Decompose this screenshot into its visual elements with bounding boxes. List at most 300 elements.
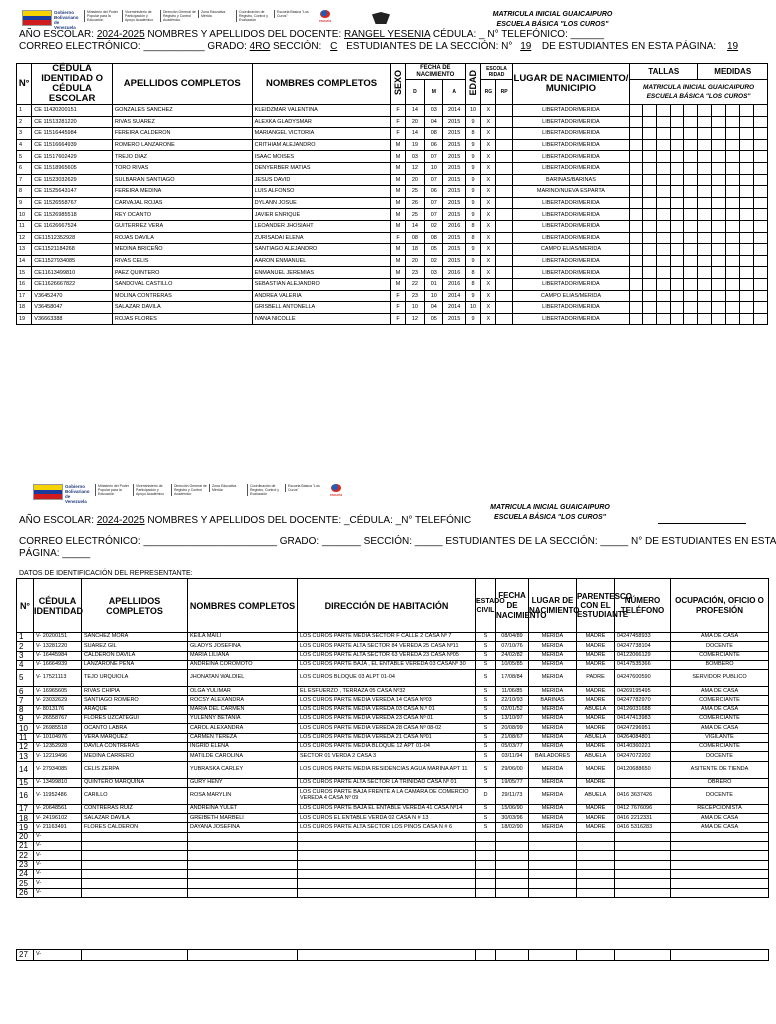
apellidos-cell[interactable]: ROJAS DAVILA <box>112 232 252 244</box>
edad-cell[interactable]: 10 <box>465 302 480 314</box>
ocupacion-cell[interactable] <box>671 851 769 860</box>
cedula-cell[interactable]: V- 8013176 <box>34 705 82 714</box>
direccion-cell[interactable]: LOS CUROS PARTE MEDIA VEREDA 23 CASA Nº 01 <box>298 715 476 724</box>
ocupacion-cell[interactable]: COMERCIANTE <box>671 715 769 724</box>
nombres-cell[interactable]: GLADYS JOSEFINA <box>188 642 298 651</box>
apellidos-cell[interactable]: ARAQUE <box>82 705 188 714</box>
talla-cell[interactable] <box>670 209 683 221</box>
edad-cell[interactable]: 9 <box>465 139 480 151</box>
row-number[interactable]: 1 <box>17 105 32 117</box>
ano-cell[interactable]: 2015 <box>443 313 465 325</box>
medida-cell[interactable] <box>740 139 753 151</box>
dia-cell[interactable]: 14 <box>405 128 424 140</box>
cedula-cell[interactable]: V- 11952486 <box>34 787 82 804</box>
talla-cell[interactable] <box>684 313 698 325</box>
fecha-cell[interactable]: 02/01/52 <box>496 705 529 714</box>
medida-cell[interactable] <box>740 302 753 314</box>
talla-cell[interactable] <box>684 128 698 140</box>
talla-cell[interactable] <box>670 302 683 314</box>
medida-cell[interactable] <box>740 128 753 140</box>
talla-cell[interactable] <box>656 174 670 186</box>
medida-cell[interactable] <box>698 313 711 325</box>
medida-cell[interactable] <box>740 197 753 209</box>
talla-cell[interactable] <box>670 313 683 325</box>
medida-cell[interactable] <box>740 105 753 117</box>
cedula-cell[interactable]: V36458047 <box>32 302 113 314</box>
talla-cell[interactable] <box>630 151 643 163</box>
talla-cell[interactable] <box>630 244 643 256</box>
dia-cell[interactable]: 20 <box>405 255 424 267</box>
cedula-cell[interactable]: V- 12352928 <box>34 742 82 751</box>
medida-cell[interactable] <box>753 267 767 279</box>
cedula-cell[interactable]: CE 11626667524 <box>32 220 113 232</box>
estado-civil-cell[interactable]: S <box>476 705 496 714</box>
medida-cell[interactable] <box>725 302 739 314</box>
direccion-cell[interactable]: EL ESFUERZO , TERRAZA 05 CASA Nº32 <box>298 687 476 696</box>
apellidos-cell[interactable]: REY OCANTO <box>112 209 252 221</box>
medida-cell[interactable] <box>698 105 711 117</box>
talla-cell[interactable] <box>656 197 670 209</box>
apellidos-cell[interactable]: QUINTERO MARQUINA <box>82 778 188 787</box>
nombres-cell[interactable]: ISAAC MOISES <box>252 151 391 163</box>
talla-cell[interactable] <box>670 174 683 186</box>
lugar-cell[interactable] <box>529 832 577 841</box>
nombres-cell[interactable] <box>188 869 298 878</box>
cedula-cell[interactable]: CE 11526558767 <box>32 197 113 209</box>
medida-cell[interactable] <box>698 128 711 140</box>
direccion-cell[interactable] <box>298 851 476 860</box>
nombres-cell[interactable]: SANTIAGO ALEJANDRO <box>252 244 391 256</box>
apellidos-cell[interactable]: FLORES CALDERON <box>82 823 188 832</box>
parentesco-cell[interactable] <box>577 832 615 841</box>
talla-cell[interactable] <box>656 209 670 221</box>
fecha-cell[interactable]: 30/03/96 <box>496 814 529 823</box>
row-number[interactable]: 2 <box>17 116 32 128</box>
talla-cell[interactable] <box>684 105 698 117</box>
medida-cell[interactable] <box>711 105 725 117</box>
lugar-cell[interactable]: MERIDA <box>529 733 577 742</box>
lugar-cell[interactable]: MERIDA <box>529 814 577 823</box>
talla-cell[interactable] <box>684 209 698 221</box>
medida-cell[interactable] <box>740 220 753 232</box>
edad-cell[interactable]: 8 <box>465 220 480 232</box>
sexo-cell[interactable]: F <box>391 290 405 302</box>
medida-cell[interactable] <box>725 197 739 209</box>
apellidos-cell[interactable]: MOLINA CONTRERAS <box>112 290 252 302</box>
ocupacion-cell[interactable] <box>671 888 769 897</box>
estado-civil-cell[interactable]: S <box>476 724 496 733</box>
apellidos-cell[interactable]: TEJO URQUIOLA <box>82 670 188 687</box>
ocupacion-cell[interactable]: AMA DE CASA <box>671 687 769 696</box>
apellidos-cell[interactable]: TORO RIVAS <box>112 162 252 174</box>
medida-cell[interactable] <box>698 244 711 256</box>
edad-cell[interactable]: 9 <box>465 313 480 325</box>
ano-cell[interactable]: 2015 <box>443 197 465 209</box>
cedula-cell[interactable]: CE11613499810 <box>32 267 113 279</box>
parentesco-cell[interactable]: MADRE <box>577 724 615 733</box>
rg-cell[interactable]: X <box>481 197 496 209</box>
dia-cell[interactable]: 18 <box>405 244 424 256</box>
telefono-cell[interactable]: 04269195495 <box>615 687 671 696</box>
empty-cell[interactable] <box>671 950 769 961</box>
direccion-cell[interactable] <box>298 869 476 878</box>
row-number[interactable]: 5 <box>17 151 32 163</box>
direccion-cell[interactable]: LOS CUROS PARTE MEDIA VEREDA 14 CASA Nº03 <box>298 696 476 705</box>
medida-cell[interactable] <box>725 186 739 198</box>
sexo-cell[interactable]: F <box>391 116 405 128</box>
cedula-cell[interactable]: V- 13281220 <box>34 642 82 651</box>
ano-cell[interactable]: 2015 <box>443 255 465 267</box>
nombres-cell[interactable]: MARIA DEL CARMEN <box>188 705 298 714</box>
nombres-cell[interactable]: ROCSY ALEXANDRA <box>188 696 298 705</box>
parentesco-cell[interactable]: MADRE <box>577 651 615 660</box>
medida-cell[interactable] <box>711 290 725 302</box>
ocupacion-cell[interactable]: BOMBERO <box>671 660 769 669</box>
fecha-cell[interactable] <box>496 851 529 860</box>
medida-cell[interactable] <box>740 278 753 290</box>
sexo-cell[interactable]: M <box>391 255 405 267</box>
nombres-cell[interactable]: DENYERBER MATIAS <box>252 162 391 174</box>
cedula-cell[interactable]: CE 11523032629 <box>32 174 113 186</box>
direccion-cell[interactable]: LOS CUROS EL ENTABLE VERDA 02 CASA N # 13 <box>298 814 476 823</box>
apellidos-cell[interactable]: PAEZ QUINTERO <box>112 267 252 279</box>
talla-cell[interactable] <box>630 197 643 209</box>
apellidos-cell[interactable]: RIVAS CELIS <box>112 255 252 267</box>
lugar-cell[interactable]: MARINO/NUEVA ESPARTA <box>512 186 629 198</box>
docente-value[interactable]: RANGEL YESENIA <box>343 29 431 40</box>
rg-cell[interactable]: X <box>481 128 496 140</box>
apellidos-cell[interactable]: CARVAJAL ROJAS <box>112 197 252 209</box>
parentesco-cell[interactable] <box>577 888 615 897</box>
apellidos-cell[interactable]: RIVAS SUAREZ <box>112 116 252 128</box>
estado-civil-cell[interactable]: S <box>476 814 496 823</box>
fecha-cell[interactable]: 22/10/93 <box>496 696 529 705</box>
medida-cell[interactable] <box>698 174 711 186</box>
apellidos-cell[interactable]: CALDERON DAVILA <box>82 651 188 660</box>
mes-cell[interactable]: 10 <box>425 162 443 174</box>
lugar-cell[interactable]: MERIDA <box>529 804 577 813</box>
talla-cell[interactable] <box>684 267 698 279</box>
talla-cell[interactable] <box>670 220 683 232</box>
fecha-cell[interactable] <box>496 869 529 878</box>
talla-cell[interactable] <box>643 139 656 151</box>
row-number[interactable]: 3 <box>17 128 32 140</box>
sexo-cell[interactable]: M <box>391 220 405 232</box>
direccion-cell[interactable]: LOS CUROS PARTE BAJA FRENTE A LA CAMARA DE COMERCIO VEREDA 4 CASA Nº 09 <box>298 787 476 804</box>
cedula-cell[interactable]: V- <box>34 860 82 869</box>
lugar-cell[interactable]: LIBERTADOR/MERIDA <box>512 278 629 290</box>
estado-civil-cell[interactable]: S <box>476 761 496 778</box>
ano-cell[interactable]: 2015 <box>443 128 465 140</box>
dia-cell[interactable]: 12 <box>405 162 424 174</box>
parentesco-cell[interactable]: ABUELA <box>577 787 615 804</box>
talla-cell[interactable] <box>656 139 670 151</box>
talla-cell[interactable] <box>684 186 698 198</box>
row-number[interactable]: 15 <box>17 267 32 279</box>
telefono-cell[interactable]: 04264084801 <box>615 733 671 742</box>
talla-cell[interactable] <box>643 290 656 302</box>
estado-civil-cell[interactable] <box>476 879 496 888</box>
empty-cell[interactable] <box>615 950 671 961</box>
row-number[interactable]: 6 <box>17 162 32 174</box>
estado-civil-cell[interactable]: S <box>476 733 496 742</box>
empty-cell[interactable] <box>298 950 476 961</box>
mes-cell[interactable]: 08 <box>425 128 443 140</box>
medida-cell[interactable] <box>698 116 711 128</box>
cedula-cell[interactable]: V- <box>34 869 82 878</box>
estado-civil-cell[interactable]: S <box>476 642 496 651</box>
talla-cell[interactable] <box>656 162 670 174</box>
ano-cell[interactable]: 2015 <box>443 232 465 244</box>
talla-cell[interactable] <box>630 278 643 290</box>
empty-cell[interactable] <box>577 950 615 961</box>
ocupacion-cell[interactable]: DOCENTE <box>671 787 769 804</box>
rp-cell[interactable] <box>496 116 512 128</box>
parentesco-cell[interactable]: MADRE <box>577 660 615 669</box>
medida-cell[interactable] <box>725 278 739 290</box>
nombres-cell[interactable] <box>188 879 298 888</box>
cedula-cell[interactable]: CE 11525643147 <box>32 186 113 198</box>
nombres-cell[interactable]: LUIS ALFONSO <box>252 186 391 198</box>
sexo-cell[interactable]: M <box>391 151 405 163</box>
fecha-cell[interactable]: 24/02/82 <box>496 651 529 660</box>
fecha-cell[interactable]: 18/02/90 <box>496 823 529 832</box>
medida-cell[interactable] <box>711 128 725 140</box>
empty-cell[interactable] <box>476 950 496 961</box>
medida-cell[interactable] <box>753 174 767 186</box>
lugar-cell[interactable]: BARINAS <box>529 696 577 705</box>
rp-cell[interactable] <box>496 105 512 117</box>
medida-cell[interactable] <box>711 244 725 256</box>
talla-cell[interactable] <box>630 255 643 267</box>
lugar-cell[interactable] <box>529 851 577 860</box>
telefono-cell[interactable] <box>615 860 671 869</box>
rp-cell[interactable] <box>496 139 512 151</box>
apellidos-cell[interactable]: LANZARONE PEÑA <box>82 660 188 669</box>
telefono-cell[interactable]: 04247782970 <box>615 696 671 705</box>
cedula-cell[interactable]: V- 17521113 <box>34 670 82 687</box>
medida-cell[interactable] <box>740 267 753 279</box>
cedula-cell[interactable]: CE 11513281220 <box>32 116 113 128</box>
rg-cell[interactable]: X <box>481 232 496 244</box>
cedula-cell[interactable]: CE11512352928 <box>32 232 113 244</box>
mes-cell[interactable]: 06 <box>425 139 443 151</box>
lugar-cell[interactable]: MERIDA <box>529 642 577 651</box>
medida-cell[interactable] <box>698 278 711 290</box>
talla-cell[interactable] <box>643 209 656 221</box>
lugar-cell[interactable]: LIBERTADOR/MERIDA <box>512 162 629 174</box>
lugar-cell[interactable]: BAILADORES <box>529 752 577 761</box>
dia-cell[interactable]: 23 <box>405 267 424 279</box>
mes-cell[interactable]: 05 <box>425 244 443 256</box>
parentesco-cell[interactable] <box>577 851 615 860</box>
lugar-cell[interactable]: CAMPO ELIAS/MERIDA <box>512 244 629 256</box>
fecha-cell[interactable]: 08/04/89 <box>496 633 529 642</box>
medida-cell[interactable] <box>725 220 739 232</box>
edad-cell[interactable]: 9 <box>465 162 480 174</box>
talla-cell[interactable] <box>656 290 670 302</box>
medida-cell[interactable] <box>753 128 767 140</box>
cedula-cell[interactable]: V- 20648561 <box>34 804 82 813</box>
lugar-cell[interactable]: MERIDA <box>529 715 577 724</box>
lugar-cell[interactable]: MERIDA <box>529 761 577 778</box>
mes-cell[interactable]: 01 <box>425 278 443 290</box>
lugar-cell[interactable]: LIBERTADOR/MERIDA <box>512 302 629 314</box>
parentesco-cell[interactable]: MADRE <box>577 687 615 696</box>
rp-cell[interactable] <box>496 162 512 174</box>
mes-cell[interactable]: 07 <box>425 174 443 186</box>
ano-cell[interactable]: 2015 <box>443 116 465 128</box>
sexo-cell[interactable]: M <box>391 267 405 279</box>
medida-cell[interactable] <box>698 302 711 314</box>
direccion-cell[interactable]: LOS CUROS PARTE MEDIA VEREDA 21 CASA Nº01 <box>298 733 476 742</box>
nombres-cell[interactable]: MARIA LILIANA <box>188 651 298 660</box>
cedula-cell[interactable]: V- 26985518 <box>34 724 82 733</box>
rp-cell[interactable] <box>496 128 512 140</box>
medida-cell[interactable] <box>711 209 725 221</box>
telefono-cell[interactable] <box>615 832 671 841</box>
nombres-cell[interactable] <box>188 888 298 897</box>
nombres-cell[interactable]: ENMANUEL JEREMIAS <box>252 267 391 279</box>
estado-civil-cell[interactable]: S <box>476 778 496 787</box>
nombres-cell[interactable]: CAROL ALEXANDRA <box>188 724 298 733</box>
row-number[interactable]: 7 <box>17 174 32 186</box>
dia-cell[interactable]: 22 <box>405 278 424 290</box>
direccion-cell[interactable]: LOS CUROS PARTE ALTA SECTOR 63 VEREDA 23 CASA Nº05 <box>298 651 476 660</box>
ocupacion-cell[interactable] <box>671 842 769 851</box>
direccion-cell[interactable]: LOS CUROS PARTE MEDIA SECTOR F CALLE 2 CASA Nº 7 <box>298 633 476 642</box>
ocupacion-cell[interactable]: RECEPCIONISTA <box>671 804 769 813</box>
rp-cell[interactable] <box>496 151 512 163</box>
cedula-cell[interactable]: CE 11526985518 <box>32 209 113 221</box>
cedula-cell[interactable]: CE 11516445984 <box>32 128 113 140</box>
mes-cell[interactable]: 10 <box>425 290 443 302</box>
dia-cell[interactable]: 14 <box>405 105 424 117</box>
sexo-cell[interactable]: F <box>391 232 405 244</box>
nombres-cell[interactable]: CARMEN TEREZA <box>188 733 298 742</box>
talla-cell[interactable] <box>630 313 643 325</box>
talla-cell[interactable] <box>684 139 698 151</box>
ocupacion-cell[interactable]: AMA DE CASA <box>671 823 769 832</box>
talla-cell[interactable] <box>630 105 643 117</box>
cedula-cell[interactable]: V- <box>34 842 82 851</box>
cedula-cell[interactable]: V- <box>34 832 82 841</box>
rg-cell[interactable]: X <box>481 174 496 186</box>
estado-civil-cell[interactable]: S <box>476 670 496 687</box>
talla-cell[interactable] <box>630 128 643 140</box>
estado-civil-cell[interactable]: S <box>476 633 496 642</box>
parentesco-cell[interactable]: ABUELA <box>577 705 615 714</box>
talla-cell[interactable] <box>630 162 643 174</box>
ocupacion-cell[interactable]: AMA DE CASA <box>671 814 769 823</box>
row-number[interactable]: 11 <box>17 220 32 232</box>
ano-cell[interactable]: 2015 <box>443 186 465 198</box>
cedula-cell[interactable]: V- 16965605 <box>34 687 82 696</box>
talla-cell[interactable] <box>643 267 656 279</box>
nombres-cell[interactable]: JESUS DAVID <box>252 174 391 186</box>
edad-cell[interactable]: 8 <box>465 232 480 244</box>
dia-cell[interactable]: 20 <box>405 116 424 128</box>
ano-value-2[interactable]: 2024-2025 <box>96 515 145 526</box>
cedula-cell[interactable]: CE11626667822 <box>32 278 113 290</box>
edad-cell[interactable]: 9 <box>465 255 480 267</box>
row-number[interactable]: 18 <box>17 302 32 314</box>
lugar-cell[interactable]: MERIDA <box>529 778 577 787</box>
medida-cell[interactable] <box>740 151 753 163</box>
nombres-cell[interactable]: KEILA MAILI <box>188 633 298 642</box>
lugar-cell[interactable]: BARINAS/BARINAS <box>512 174 629 186</box>
medida-cell[interactable] <box>740 290 753 302</box>
rp-cell[interactable] <box>496 302 512 314</box>
medida-cell[interactable] <box>711 162 725 174</box>
nombres-cell[interactable]: KLEIDZMAR VALENTINA <box>252 105 391 117</box>
medida-cell[interactable] <box>740 313 753 325</box>
medida-cell[interactable] <box>740 174 753 186</box>
edad-cell[interactable]: 9 <box>465 186 480 198</box>
estado-civil-cell[interactable] <box>476 832 496 841</box>
ocupacion-cell[interactable]: COMERCIANTE <box>671 696 769 705</box>
mes-cell[interactable]: 02 <box>425 255 443 267</box>
apellidos-cell[interactable]: CELIS ZERPA <box>82 761 188 778</box>
apellidos-cell[interactable]: MEDINA CARRERO <box>82 752 188 761</box>
ocupacion-cell[interactable]: COMERCIANTE <box>671 651 769 660</box>
talla-cell[interactable] <box>684 255 698 267</box>
talla-cell[interactable] <box>656 278 670 290</box>
medida-cell[interactable] <box>698 220 711 232</box>
direccion-cell[interactable] <box>298 832 476 841</box>
mes-cell[interactable]: 03 <box>425 105 443 117</box>
rp-cell[interactable] <box>496 186 512 198</box>
medida-cell[interactable] <box>711 267 725 279</box>
lugar-cell[interactable]: MERIDA <box>529 724 577 733</box>
mes-cell[interactable]: 07 <box>425 197 443 209</box>
apellidos-cell[interactable]: FEREIRA CALDERON <box>112 128 252 140</box>
nombres-cell[interactable]: ANDREINA COROMOTO <box>188 660 298 669</box>
telefono-cell[interactable] <box>615 851 671 860</box>
fecha-cell[interactable]: 21/08/67 <box>496 733 529 742</box>
row-number[interactable]: 9 <box>17 197 32 209</box>
medida-cell[interactable] <box>698 162 711 174</box>
nombres-cell[interactable] <box>188 842 298 851</box>
direccion-cell[interactable]: LOS CUROS PARTE MEDIA VEREDA 28 CASA Nº 08-02 <box>298 724 476 733</box>
direccion-cell[interactable]: LOS CUROS PARTE MEDIA VEREDA 03 CASA N.º 01 <box>298 705 476 714</box>
talla-cell[interactable] <box>670 139 683 151</box>
medida-cell[interactable] <box>740 186 753 198</box>
talla-cell[interactable] <box>670 244 683 256</box>
ocupacion-cell[interactable] <box>671 832 769 841</box>
lugar-cell[interactable]: LIBERTADOR/MERIDA <box>512 220 629 232</box>
cedula-cell[interactable]: V- <box>34 950 82 961</box>
talla-cell[interactable] <box>684 116 698 128</box>
medida-cell[interactable] <box>711 174 725 186</box>
dia-cell[interactable]: 20 <box>405 174 424 186</box>
sexo-cell[interactable]: F <box>391 128 405 140</box>
medida-cell[interactable] <box>711 139 725 151</box>
estado-civil-cell[interactable] <box>476 851 496 860</box>
telefono-cell[interactable]: 0412 7676096 <box>615 804 671 813</box>
lugar-cell[interactable]: MERIDA <box>529 633 577 642</box>
lugar-cell[interactable]: CAMPO ELIAS/MERIDA <box>512 290 629 302</box>
talla-cell[interactable] <box>656 128 670 140</box>
ano-cell[interactable]: 2014 <box>443 105 465 117</box>
dia-cell[interactable]: 12 <box>405 313 424 325</box>
nombres-cell[interactable]: MATILDE CAROLINA <box>188 752 298 761</box>
ocupacion-cell[interactable]: SERVIDOR PUBLICO <box>671 670 769 687</box>
ano-cell[interactable]: 2016 <box>443 220 465 232</box>
lugar-cell[interactable]: LIBERTADOR/MERIDA <box>512 209 629 221</box>
talla-cell[interactable] <box>684 220 698 232</box>
rg-cell[interactable]: X <box>481 162 496 174</box>
